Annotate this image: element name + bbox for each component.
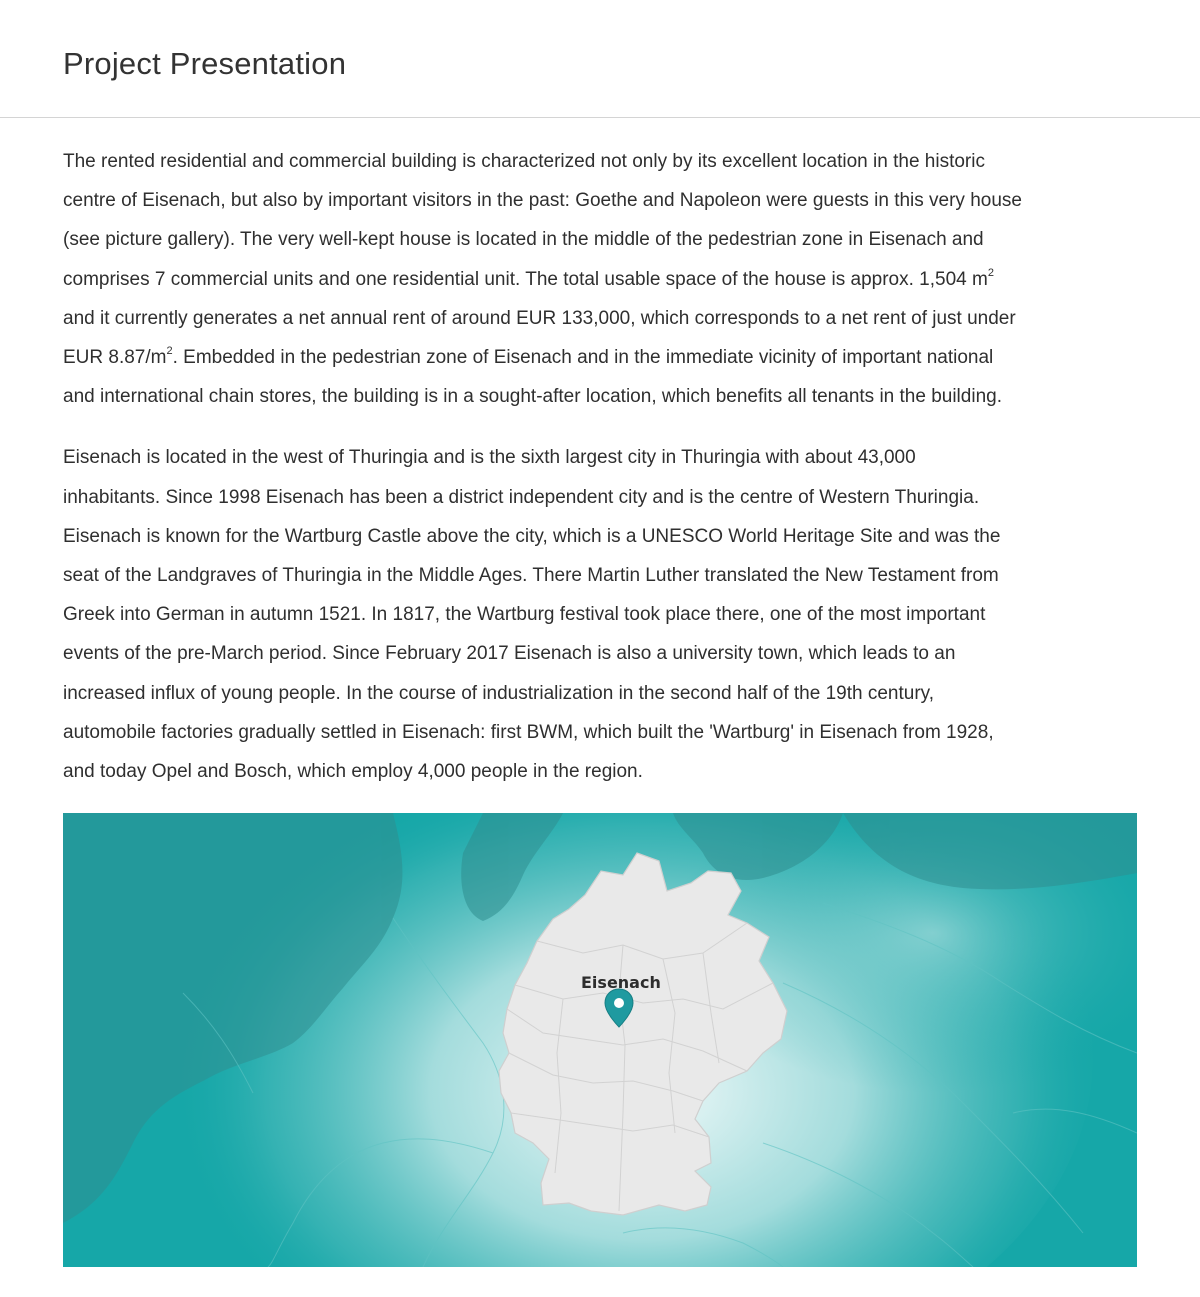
description-paragraph-1 — [63, 142, 1141, 416]
text-line: automobile factories gradually settled in Eisenach: first BWM, which built the 'Wartburg' in Eisenach from 1928, — [63, 721, 994, 743]
text-line: seat of the Landgraves of Thuringia in the Middle Ages. There Martin Luther translated the New Testament from — [63, 565, 999, 587]
pin-dot — [614, 998, 624, 1008]
map-graphic — [63, 813, 1137, 1267]
text-line-part: . Embedded in the pedestrian zone of Eisenach and in the immediate vicinity of important national — [172, 347, 994, 369]
text-line — [63, 338, 1141, 377]
text-line: Eisenach is located in the west of Thuringia and is the sixth largest city in Thuringia with about 43,000 — [63, 447, 916, 469]
text-line: and today Opel and Bosch, which employ 4,000 people in the region. — [63, 761, 643, 783]
text-line-part: EUR 8.87/m — [63, 347, 167, 369]
text-line: and it currently generates a net annual rent of around EUR 133,000, which corresponds to a net rent of just under — [63, 307, 1016, 329]
text-line: centre of Eisenach, but also by important visitors in the past: Goethe and Napoleon were guests in this very house — [63, 190, 1022, 212]
superscript: 2 — [987, 266, 994, 279]
map-city-label: Eisenach — [581, 973, 661, 992]
text-line: Greek into German in autumn 1521. In 1817, the Wartburg festival took place there, one of the most important — [63, 604, 986, 626]
text-line: inhabitants. Since 1998 Eisenach has been a district independent city and is the centre of Western Thuringia. — [63, 486, 980, 508]
text-line: events of the pre-March period. Since February 2017 Eisenach is also a university town, which leads to an — [63, 643, 956, 665]
text-line: The rented residential and commercial building is characterized not only by its excellent location in the historic — [63, 151, 985, 172]
project-description — [63, 142, 1141, 791]
text-line: Eisenach is known for the Wartburg Castle above the city, which is a UNESCO World Heritage Site and was the — [63, 525, 1001, 547]
text-line-part: comprises 7 commercial units and one residential unit. The total usable space of the house is approx. 1,504 m — [63, 268, 988, 290]
text-line: increased influx of young people. In the course of industrialization in the second half of the 19th century, — [63, 682, 935, 704]
page-title: Project Presentation — [63, 46, 347, 81]
description-paragraph-2 — [63, 438, 1141, 791]
text-line: (see picture gallery). The very well-kept house is located in the middle of the pedestrian zone in Eisenach and — [63, 229, 984, 251]
text-line — [63, 260, 1141, 299]
superscript: 2 — [166, 345, 173, 358]
page-header — [0, 0, 1200, 118]
text-line: and international chain stores, the building is in a sought-after location, which benefits all tenants in the building. — [63, 386, 1002, 408]
location-map[interactable] — [63, 813, 1137, 1267]
